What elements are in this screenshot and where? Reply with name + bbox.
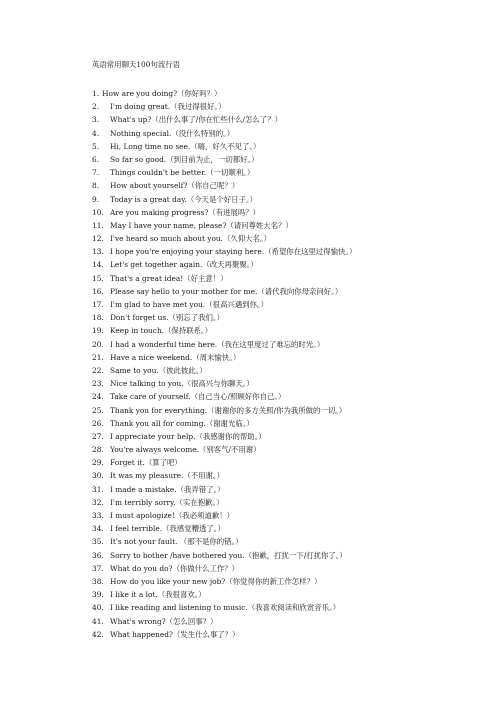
list-item xyxy=(92,206,482,219)
item-number: 7. xyxy=(92,168,100,178)
item-text: Have a nice weekend.（周末愉快。） xyxy=(110,352,241,362)
list-item xyxy=(92,166,482,179)
item-text: I'm glad to have met you.（很高兴遇到你。） xyxy=(110,300,268,309)
item-number: 11. xyxy=(92,220,104,230)
item-number: 33. xyxy=(92,511,104,520)
item-text: I hope you're enjoying your staying here.（希望你在这里过得愉快。） xyxy=(110,247,357,257)
item-text: It was my pleasure.（不用谢。） xyxy=(110,471,224,481)
item-number: 35. xyxy=(92,537,104,547)
list-item xyxy=(92,522,482,535)
item-text: You're always welcome.（别客气/不用谢） xyxy=(110,445,261,455)
list-item xyxy=(92,127,482,140)
item-text: Today is a great day.（今天是个好日子。） xyxy=(110,194,257,204)
item-number: 2. xyxy=(92,102,100,112)
list-item xyxy=(92,285,482,298)
item-number: 15. xyxy=(92,273,104,283)
list-item xyxy=(92,509,482,522)
list-item xyxy=(92,219,482,232)
item-text: Sorry to bother /have bothered you.（抱歉，打扰一下/打扰你了。） xyxy=(110,550,347,560)
list-item xyxy=(92,245,482,258)
item-number: 16. xyxy=(92,286,104,296)
item-number: 39. xyxy=(92,590,104,600)
list-item xyxy=(92,193,482,206)
item-number: 3. xyxy=(92,115,100,125)
item-number: 22. xyxy=(92,365,104,375)
list-item xyxy=(92,351,482,364)
list-item xyxy=(92,364,482,377)
document-title: 英语常用聊天100句流行语 xyxy=(92,60,181,69)
list-item xyxy=(92,430,482,443)
item-text: I had a wonderful time here.（我在这里度过了难忘的时光。） xyxy=(110,339,325,349)
list-item xyxy=(92,588,482,601)
list-item xyxy=(92,601,482,614)
item-text: Things couldn't be better.（一切顺利。） xyxy=(110,168,255,178)
item-text: Nothing special.（没什么特别的。） xyxy=(110,128,235,138)
item-number: 1. xyxy=(92,89,100,98)
phrase-list xyxy=(92,87,482,641)
item-number: 6. xyxy=(92,154,100,164)
item-text: That's a great idea!（好主意！） xyxy=(110,273,228,283)
item-text: Don't forget us.（别忘了我们。） xyxy=(110,313,224,323)
list-item xyxy=(92,377,482,390)
list-item xyxy=(92,324,482,337)
item-text: May I have your name, please?（请问尊姓大名？） xyxy=(110,220,293,230)
item-number: 31. xyxy=(92,484,104,494)
item-number: 14. xyxy=(92,260,104,270)
item-text: Thank you for everything.（谢谢你的多方关照/你为我所做的一切。） xyxy=(110,405,347,415)
item-text: How do you like your new job?（你觉得你的新工作怎样？） xyxy=(110,576,322,586)
list-item xyxy=(92,483,482,496)
item-number: 24. xyxy=(92,392,104,402)
item-number: 10. xyxy=(92,207,104,217)
item-number: 41. xyxy=(92,616,104,626)
item-text: Thank you all for coming.（谢谢光临。） xyxy=(110,418,254,428)
list-item xyxy=(92,496,482,509)
item-number: 21. xyxy=(92,352,104,362)
item-number: 32. xyxy=(92,497,104,507)
item-text: Take care of yourself.（自己当心/照顾好你自己。） xyxy=(110,392,286,402)
item-number: 29. xyxy=(92,458,104,468)
list-item xyxy=(92,311,482,324)
item-number: 4. xyxy=(92,128,100,138)
item-text: It's not your fault. （那不是你的错。） xyxy=(110,537,243,547)
item-number: 20. xyxy=(92,339,104,349)
item-text: Nice talking to you.（很高兴与你聊天。） xyxy=(110,379,254,389)
item-number: 19. xyxy=(92,326,104,336)
item-text: What happened?（发生什么事了？） xyxy=(110,629,240,639)
list-item xyxy=(92,417,482,430)
item-number: 9. xyxy=(92,194,100,204)
list-item xyxy=(92,272,482,285)
list-item xyxy=(92,615,482,628)
list-item xyxy=(92,390,482,403)
item-text: Please say hello to your mother for me.（请代我向你母亲问好。） xyxy=(110,286,343,296)
list-item xyxy=(92,628,482,641)
item-number: 38. xyxy=(92,576,104,586)
list-item xyxy=(92,258,482,271)
list-item xyxy=(92,404,482,417)
item-text: Same to you.（彼此彼此。） xyxy=(110,365,207,375)
item-number: 12. xyxy=(92,234,104,244)
item-number: 18. xyxy=(92,313,104,323)
item-number: 30. xyxy=(92,471,104,481)
item-number: 23. xyxy=(92,379,104,389)
item-text: How are you doing?（你好吗？） xyxy=(102,89,222,98)
item-number: 40. xyxy=(92,603,104,613)
item-text: I like reading and listening to music.（我喜欢阅读和欣赏音乐。） xyxy=(110,603,341,613)
item-text: What's wrong?（怎么回事？） xyxy=(110,616,218,626)
list-item xyxy=(92,298,482,311)
item-text: I feel terrible.（我感觉糟透了。） xyxy=(110,524,225,534)
item-text: I made a mistake.（我弄错了。） xyxy=(110,484,225,494)
list-item xyxy=(92,469,482,482)
item-text: How about yourself?（你自己呢？） xyxy=(110,181,240,191)
item-number: 34. xyxy=(92,524,104,534)
item-text: What do you do?（你做什么工作？） xyxy=(110,563,240,573)
item-number: 27. xyxy=(92,431,104,441)
list-item xyxy=(92,338,482,351)
item-number: 17. xyxy=(92,300,104,309)
list-item xyxy=(92,179,482,192)
item-text: I'm doing great.（我过得很好。） xyxy=(110,102,226,112)
item-text: Keep in touch.（保持联系。） xyxy=(110,326,213,336)
list-item xyxy=(92,575,482,588)
item-number: 37. xyxy=(92,563,104,573)
list-item xyxy=(92,562,482,575)
item-text: I like it a lot.（我很喜欢。） xyxy=(110,590,206,600)
item-number: 25. xyxy=(92,405,104,415)
item-text: I'm terribly sorry.（实在抱歉。） xyxy=(110,497,224,507)
item-text: What's up?（出什么事了/你在忙些什么/怎么了？） xyxy=(110,115,282,125)
list-item xyxy=(92,443,482,456)
list-item xyxy=(92,87,482,100)
item-number: 13. xyxy=(92,247,104,257)
list-item xyxy=(92,456,482,469)
item-text: Hi, Long time no see.（嗨，好久不见了。） xyxy=(110,141,261,151)
item-text: Forget it.（算了吧） xyxy=(110,458,182,468)
item-text: Are you making progress?（有进展吗？） xyxy=(110,207,261,217)
list-item xyxy=(92,100,482,113)
item-number: 36. xyxy=(92,550,104,560)
list-item xyxy=(92,535,482,548)
item-text: So far so good.（到目前为止，一切都好。） xyxy=(110,154,259,164)
item-text: I must apologize!（我必须道歉！） xyxy=(110,511,235,520)
list-item xyxy=(92,113,482,126)
item-number: 5. xyxy=(92,141,100,151)
item-text: I've heard so much about you.（久仰大名。） xyxy=(110,234,272,244)
list-item xyxy=(92,549,482,562)
item-number: 8. xyxy=(92,181,100,191)
item-text: Let's get together again.（改天再聚聚。） xyxy=(110,260,258,270)
item-text: I appreciate your help.（我感谢你的帮助。） xyxy=(110,431,266,441)
item-number: 28. xyxy=(92,445,104,455)
item-number: 42. xyxy=(92,629,104,639)
list-item xyxy=(92,232,482,245)
list-item xyxy=(92,153,482,166)
item-number: 26. xyxy=(92,418,104,428)
list-item xyxy=(92,140,482,153)
